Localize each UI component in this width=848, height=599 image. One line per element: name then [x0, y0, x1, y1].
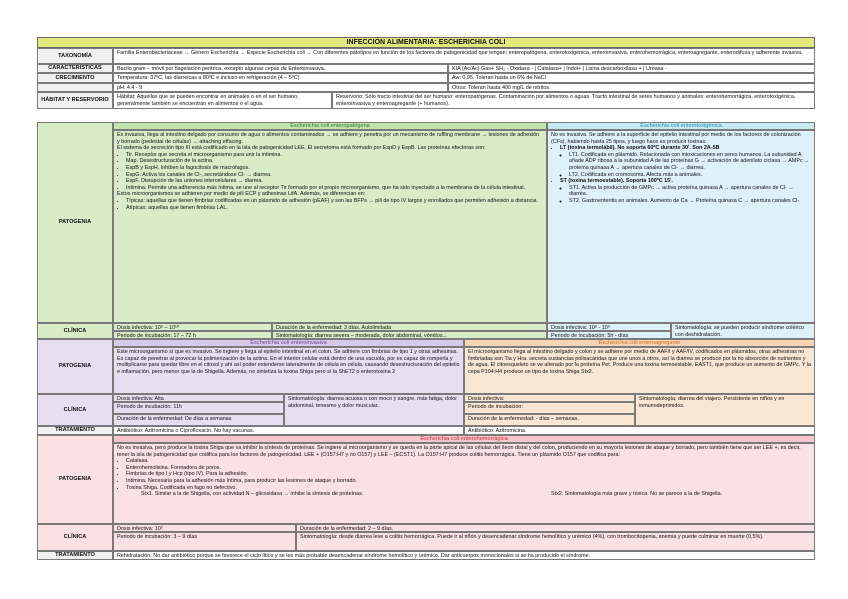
- eiec-incubacion: Periodo de incubación: 11h: [113, 402, 284, 414]
- etec-st-title: ST (toxina termoestable). Soporta 100ºC 15'.: [560, 178, 673, 185]
- epec-sintomatologia: Sintomatología: diarrea severa – moderada, dolor abdominal, vómitos...: [272, 331, 547, 339]
- epec-item: • EspG. Activa los canales de Cl-, secretándose Cl- → diarrea.: [126, 172, 543, 179]
- ehec-item: • Toxina Shiga. Codificada en fago no defectivo.: [126, 485, 811, 492]
- ehec-duracion: Duración de la enfermedad: 2 – 9 días.: [296, 524, 815, 532]
- eiec-duracion: Duración de la enfermedad: De días a semanas: [113, 414, 284, 426]
- etec-header: Escherichia coli enterotoxigénica: [547, 122, 815, 130]
- etec-intro: No es invasiva. Se adhiere a la superficie del epitelio intestinal por medio de los factores de colonización (CFs), habiendo hasta 25 tipos, y luego hace es producir toxinas:: [551, 132, 801, 145]
- ehec-item: • Catalasa.: [126, 458, 811, 465]
- ehec-item: • Enterohemolisina. Formadora de poros.: [126, 465, 811, 472]
- epec-patogenia-label: PATOGENIA: [37, 122, 113, 323]
- epec-item: • Intimina. Permite una adherencia más íntima, se une al receptor Tir formado por el propio microorganismo, que ha sido inyectado a la membrana de la célula intestinal.: [126, 185, 543, 192]
- eaec-patogenia: El microorganismo llega al intestino delgado y colon y se adhiere por medio de AAF/I y AAF/IV, codificados en plásmidos, otras adhesinas no fimbriadas son Tia y Hra. secreta sustancias polisacáridas que une unos a otros, así la diarrea se produce por la no absorción de nutrientes y de agua. El citoesqueleto se ve alterado por la proteína Pet. Produce una toxina termoestable, EAST1, que produce un aumento de GMPc. Y la cepa P104:H4 produce un tipo de toxina Shiga Stx2.: [464, 347, 815, 394]
- etec-lt-title: LT (toxina termolábil). No soporta 60ºC durante 30'. Son 2A-5B: [560, 145, 720, 152]
- epec-adhesion-item: • Típicas: aquellas que tienen fimbrias codificadas en un plásmido de adhesión (pEAF) y son las BFPs → pili de tipo IV largos y enrollados que permiten adhesión a distancia.: [126, 198, 543, 205]
- ehec-dosis: Dosis infectiva: 10²: [113, 524, 296, 532]
- epec-incubacion: Periodo de incubación: 17 – 72 h: [113, 331, 272, 339]
- epec-duracion: Duración de la enfermedad: 3 días. Autolimitada: [272, 323, 547, 331]
- ehec-stx-row: [117, 491, 811, 498]
- eaec-header: Escherichia coli enteroagregante: [464, 339, 815, 347]
- eiec-patogenia: Este microorganismo sí que es invasivo. Se ingiere y llega al epitelio intestinal en el colon. Se adhiere con fimbrias de tipo 1 y otras adhesinas. Es capaz de penetrar al provocar la polimerización de la actina. En el interior celular está dentro de una vacuola, por es capaz de romperla y multiplicarse para quedar libre en el citosol y ahí así poder extenderse lateralmente de célula en célula, causando desestructuración del epitelio e inflamación, pero menor que la de Shigella. Además, no sintetiza la toxina Shiga pero sí la ShET2 o enterotoxina 2: [113, 347, 464, 394]
- etec-st-item: ◦ ST1. Activa la producción de GMPc → activa proteína quinasa A → apertura canales de Cl- → diarrea.: [569, 185, 811, 198]
- etec-st-item: ◦ ST2. Gastroenteritis en animales. Aumento de Ca → Proteína quinasa C → apertura canales Cl-.: [569, 198, 811, 205]
- document-page: [37, 37, 815, 560]
- crecimiento-ph: pH: 4.4 - 9: [113, 83, 448, 92]
- page-title: INFECCIÓN ALIMENTARIA: ESCHERICHIA COLI: [37, 37, 815, 48]
- eaec-dosis: Dosis infectiva:: [464, 394, 635, 402]
- taxonomia-label: TAXONOMÍA: [37, 48, 113, 64]
- caracteristicas-text: Bacilo gram – móvil por flagelación peritrica, excepto algunas cepas de Enteroinvasiva.: [113, 64, 448, 73]
- epec-dosis: Dosis infectiva: 10⁶ – 10¹⁰: [113, 323, 272, 331]
- caracteristicas-label: CARACTERÍSTICAS: [37, 64, 113, 73]
- crecimiento-label-spacer: [37, 83, 113, 92]
- eaec-tratamiento: Antibiótico: Azitromicina.: [464, 426, 815, 435]
- epec-intro: Es invasiva, llega al intestino delgado por consumo de agua o alimentos contaminados → se adhiere y penetra por un mecanismo de ruffling membrane → lesiones de adhesión y borrado (pedestal de células) → attaching effacing.: [117, 132, 540, 145]
- ehec-tratamiento-label: TRATAMIENTO: [37, 551, 113, 560]
- crecimiento-aw: Aw: 0,95. Toleran hasta un 6% de NaCl: [448, 73, 815, 83]
- crecimiento-otros: Otros: Toleran hasta 400 mg/L de nitritos.: [448, 83, 815, 92]
- crecimiento-temp: Temperatura: 37ºC, las diarreicas a 80ºC e incluso en refrigeración (4 – 5ºC).: [113, 73, 448, 83]
- caracteristicas-biochem: KIA (Ac/Ac) Gas+ SH₂ - Oxidasa - | Catalasa+ | Indol+ | Lisina descarboxilasa + | Ureasa -: [448, 64, 815, 73]
- epec-item: • Map. Desestructuración de la actina.: [126, 158, 543, 165]
- ehec-incubacion: Periodo de incubación: 3 – 9 días: [113, 532, 296, 551]
- ehec-stx2: Stx2. Sintomatología más grave y tóxica. No se parece a la de Shigella.: [551, 491, 723, 498]
- eaec-duracion: Duración de la enfermedad: - días – semanas.: [464, 414, 635, 426]
- eiec-tratamiento-label: TRATAMIENTO: [37, 426, 113, 435]
- eiec-sintomatologia: Sintomatología: diarrea acuosa o con moco y sangre, más fatiga, dolor abdominal, tenesmo y dolor muscular.: [284, 394, 464, 426]
- ehec-item: • Fimbrias de tipo I y Hcp (tipo IV). Para la adhesión.: [126, 471, 811, 478]
- epec-header: Escherichia coli enteropatógena: [113, 122, 547, 130]
- eaec-incubacion: Periodo de incubación:: [464, 402, 635, 414]
- etec-lt: [560, 145, 811, 178]
- epec-adhesion-item: • Atípicas: aquellas que tienen fimbrias LAL.: [126, 205, 543, 212]
- epec-sistema: El sistema de secreción tipo III está codificado en la isla de patogenicidad LEE. El secretoma está formado por EspD y EspB. Las proteínas efectoras son:: [117, 145, 486, 152]
- eiec-header: Escherichia coli enteroinvasiva: [113, 339, 464, 347]
- ehec-tratamiento: Rehidratación. No dar antibiótico porque se favorece el ciclo lítico y se les más probable desencadenar síndrome hemolítico y urémico. Dar anticuerpos monoclonales si se ha producido el síndrome.: [113, 551, 815, 560]
- epec-clinica-label: CLÍNICA: [37, 323, 113, 339]
- taxonomia-text: Familia Enterobacteriaceae → Género Escherichia → Especie Escherichia coli → Con diferentes patotipos en función de los factores de patogenicidad que tengan: enteropatógena, enterotoxigénica, enteroinvasiva, enterohemorrágica, enteroagregante, enterodifusa y adherente invasiva.: [113, 48, 815, 64]
- ehec-sintomatologia: Sintomatología: desde diarrea leve a colitis hemorrágica. Puede ir al riñón y desencadenar síndrome hemolítico y urémico (4%), con trombocitopenia, anemia y puede culminar en muerte (0,5%).: [296, 532, 815, 551]
- eiec-dosis: Dosis infectiva: Alta: [113, 394, 284, 402]
- ehec-patogenia: [113, 443, 815, 524]
- epec-adhesion-intro: Estos microorganismos se adhieren por medio de pili ECP y adhesinas LifA. Además, se diferencian en:: [117, 191, 366, 198]
- ehec-item: • Intimina. Necesaria para la adhesión más íntima, para producir las lesiones de ataque y borrado.: [126, 478, 811, 485]
- etec-incubacion: Periodo de incubación: 5h - días: [547, 331, 671, 339]
- crecimiento-label: CRECIMIENTO: [37, 73, 113, 83]
- epec-item: • EspB y EspH. Inhiben la fagocitosis de macrófagos.: [126, 165, 543, 172]
- epec-item: • EspF. Disrupción de las uniones intercelulares → diarrea.: [126, 178, 543, 185]
- habitat-text: Hábitat: Aquellas que se pueden encontrar en animales o en el ser humano, generalmente también se encuentran en alimentos o el agua.: [113, 92, 332, 109]
- etec-sintomatologia: Sintomatología: se pueden producir síndrome colérico con deshidratación.: [671, 323, 815, 339]
- ehec-header: Escherichia coli enterohemorrágica: [113, 435, 815, 443]
- reservorio-text: Reservorio: Sólo tracto intestinal del ser humano: enteropatógenas. Contaminación por alimentos o aguas. Tracto intestinal de seres humanos y animales: enterohemorrágica, enterotoxigénica, enteroinvasiva y enteroagregante (+ humanos).: [332, 92, 815, 109]
- eiec-tratamiento: Antibiótico: Azitromicina o Ciprofloxacin. No hay vacunas.: [113, 426, 464, 435]
- ehec-intro: No es invasiva, pero produce la toxina Shiga que va inhibir la síntesis de proteínas. Se ingiere al microorganismo y se queda en la parte apical de las células del íleon distal y del colon, produciendo en su mayoría lesiones de ataque y borrado, pero también tiene que ser LEE +, es decir, tener la isla de patogenicidad que codifica para los factores de patogenicidad. LEE + (O157:H7 y no O157) y LEE – (ECST1). La O157:H7 produce colitis hemorrágica. Tiene un plásmido O157 que codifica para:: [117, 445, 801, 458]
- ehec-stx1: Stx1. Similar a la de Shigella, con actividad N – glicosidasa → inhibe la síntesis de proteínas.: [141, 491, 364, 498]
- eaec-sintomatologia: Sintomatología: diarrea del viajero. Persistente en niños y en inmunodeprimidos.: [635, 394, 815, 426]
- ehec-clinica-label: CLÍNICA: [37, 524, 113, 551]
- eiec-clinica-label: CLÍNICA: [37, 394, 113, 426]
- etec-lt-item: ◦ LT2. Codificada en cromosoma. Afecta más a animales.: [569, 172, 811, 179]
- etec-dosis: Dosis infectiva: 10⁸ - 10⁹: [547, 323, 671, 331]
- habitat-label: HÁBITAT Y RESERVORIO: [37, 92, 113, 109]
- etec-st: [560, 178, 811, 204]
- etec-patogenia: [547, 130, 815, 323]
- ehec-patogenia-label: PATOGENIA: [37, 435, 113, 524]
- etec-lt-item: ◦ LT1. Codificada en plásmido. Relacionada con intoxicaciones en seres humanos. La subunidad A añade ADP ribosa a la subunidad A de las proteínas G → activación de adenilato ciclasa → AMPc → proteína quinasa A → apertura canales de Cl- → diarrea.: [569, 152, 811, 172]
- epec-patogenia: [113, 130, 547, 323]
- epec-item: • Tir. Receptor que secreta el microorganismo para unir la intimina.: [126, 152, 543, 159]
- eiec-patogenia-label: PATOGENIA: [37, 339, 113, 394]
